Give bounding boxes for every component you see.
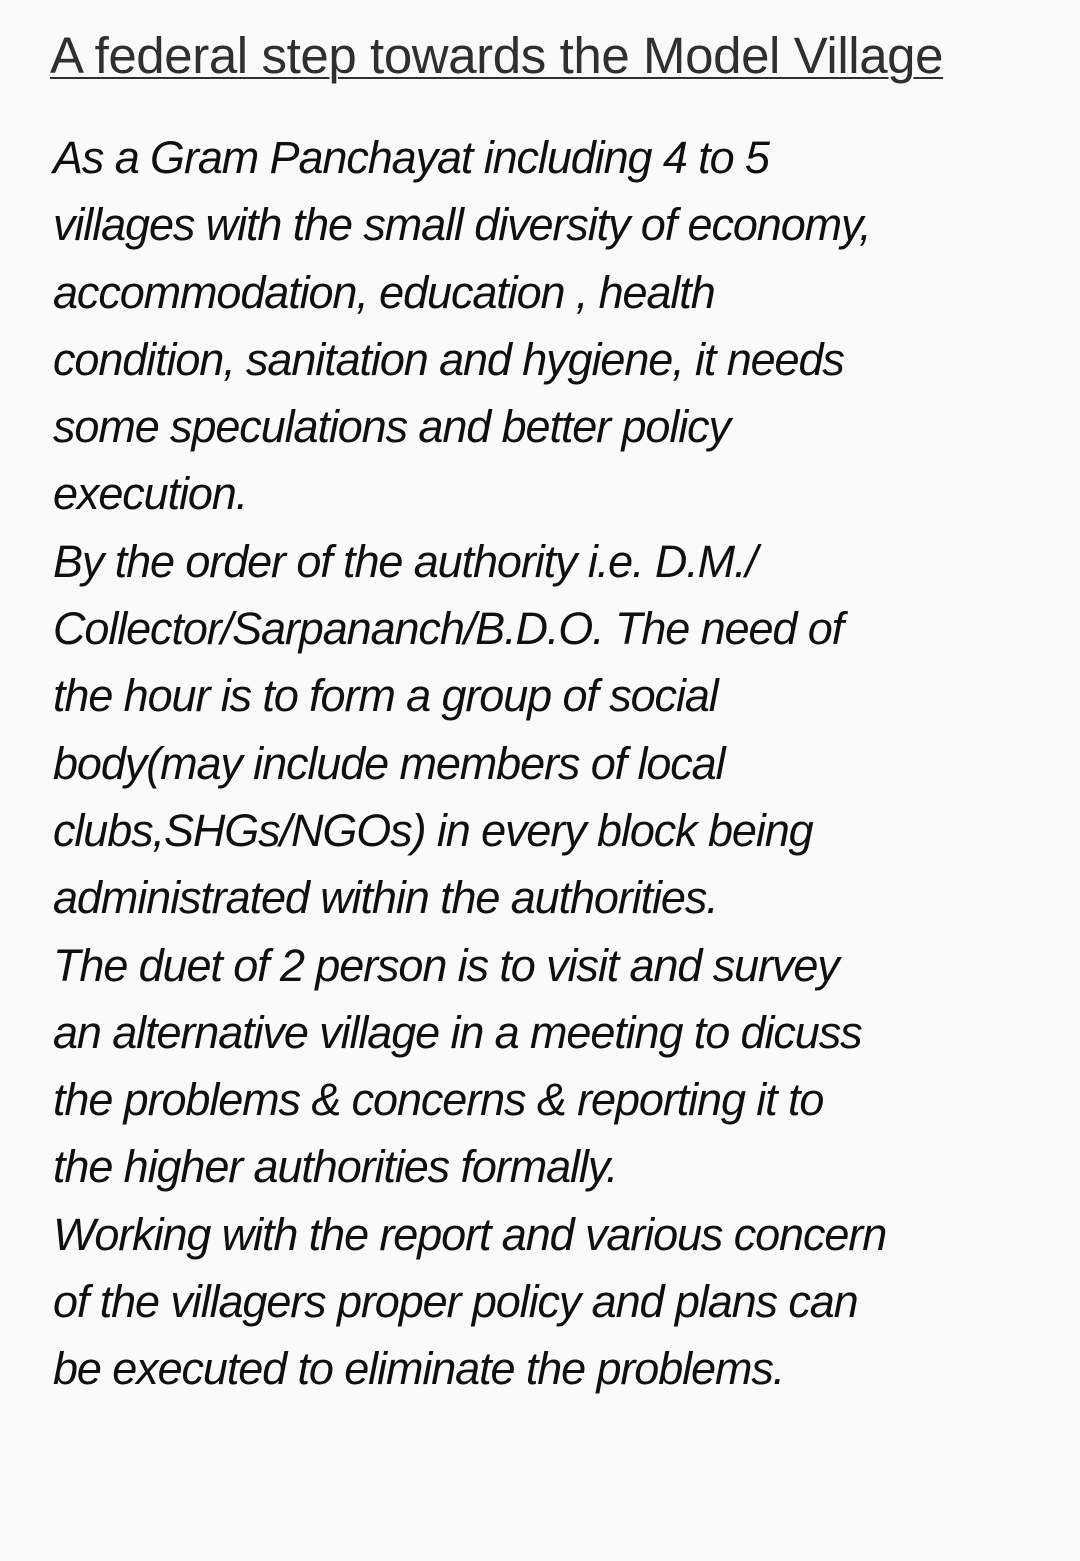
note-line: condition, sanitation and hygiene, it needs [53,333,844,385]
note-line: Collector/Sarpananch/B.D.O. The need of [53,603,844,655]
note-line: As a Gram Panchayat including 4 to 5 [53,132,769,183]
note-line: the higher authorities formally. [53,1141,618,1193]
note-line: the hour is to form a group of social [53,670,718,722]
note-line: villages with the small diversity of economy, [53,199,871,251]
note-line: the problems & concerns & reporting it to [53,1074,824,1126]
note-line: accommodation, education , health [53,266,715,318]
note-line: of the villagers proper policy and plans can [53,1276,858,1328]
note-line: an alternative village in a meeting to dicuss [53,1006,862,1058]
note-line: Working with the report and various concern [53,1208,887,1260]
note-line: The duet of 2 person is to visit and survey [53,939,839,991]
note-content [50,24,1040,1403]
note-line: body(may include members of local [53,737,725,789]
note-line: execution. [53,468,248,520]
note-line: By the order of the authority i.e. D.M./ [53,535,757,587]
note-line: be executed to eliminate the problems. [53,1343,785,1395]
note-body [50,124,1040,1403]
note-line: some speculations and better policy [53,401,730,453]
note-line: clubs,SHGs/NGOs) in every block being [53,804,813,856]
note-title: A federal step towards the Model Village [50,27,944,84]
note-line: administrated within the authorities. [53,872,718,924]
